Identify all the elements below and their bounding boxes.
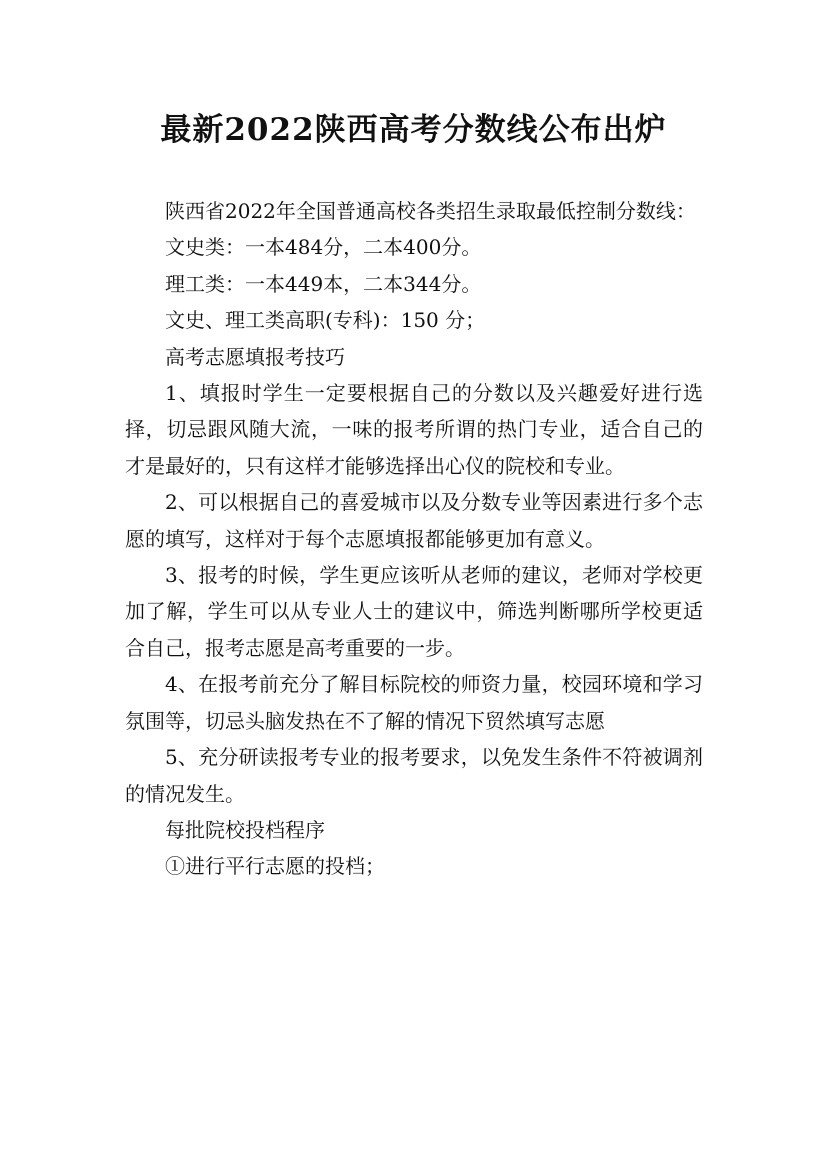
paragraph-procedure-1: ①进行平行志愿的投档； [165, 854, 385, 879]
paragraph-science: 理工类：一本449本，二本344分。 [165, 271, 482, 296]
paragraph-tip-2: 2、可以根据自己的喜爱城市以及分数专业等因素进行多个志愿的填写，这样对于每个志愿填报都能够更加有意义。 [125, 490, 703, 551]
section-heading-tips: 高考志愿填报考技巧 [165, 344, 345, 369]
paragraph-vocational: 文史、理工类高职(专科)：150 分； [165, 308, 486, 333]
paragraph-tip-3: 3、报考的时候，学生更应该听从老师的建议，老师对学校更加了解，学生可以从专业人士的建议中，筛选判断哪所学校更适合自己，报考志愿是高考重要的一步。 [125, 563, 703, 660]
paragraph-score-intro: 陕西省2022年全国普通高校各类招生录取最低控制分数线： [165, 199, 696, 223]
paragraph-liberal-arts: 文史类：一本484分，二本400分。 [165, 235, 482, 260]
document-title: 最新2022陕西高考分数线公布出炉 [160, 112, 667, 148]
document-body [125, 193, 703, 885]
paragraph-tip-4: 4、在报考前充分了解目标院校的师资力量，校园环境和学习氛围等，切忌头脑发热在不了解的情况下贸然填写志愿 [125, 672, 703, 733]
section-heading-procedure: 每批院校投档程序 [165, 817, 325, 842]
paragraph-tip-5: 5、充分研读报考专业的报考要求，以免发生条件不符被调剂的情况发生。 [125, 745, 703, 806]
paragraph-tip-1: 1、填报时学生一定要根据自己的分数以及兴趣爱好进行选择，切忌跟风随大流，一味的报考所谓的热门专业，适合自己的才是最好的，只有这样才能够选择出心仪的院校和专业。 [125, 381, 703, 478]
